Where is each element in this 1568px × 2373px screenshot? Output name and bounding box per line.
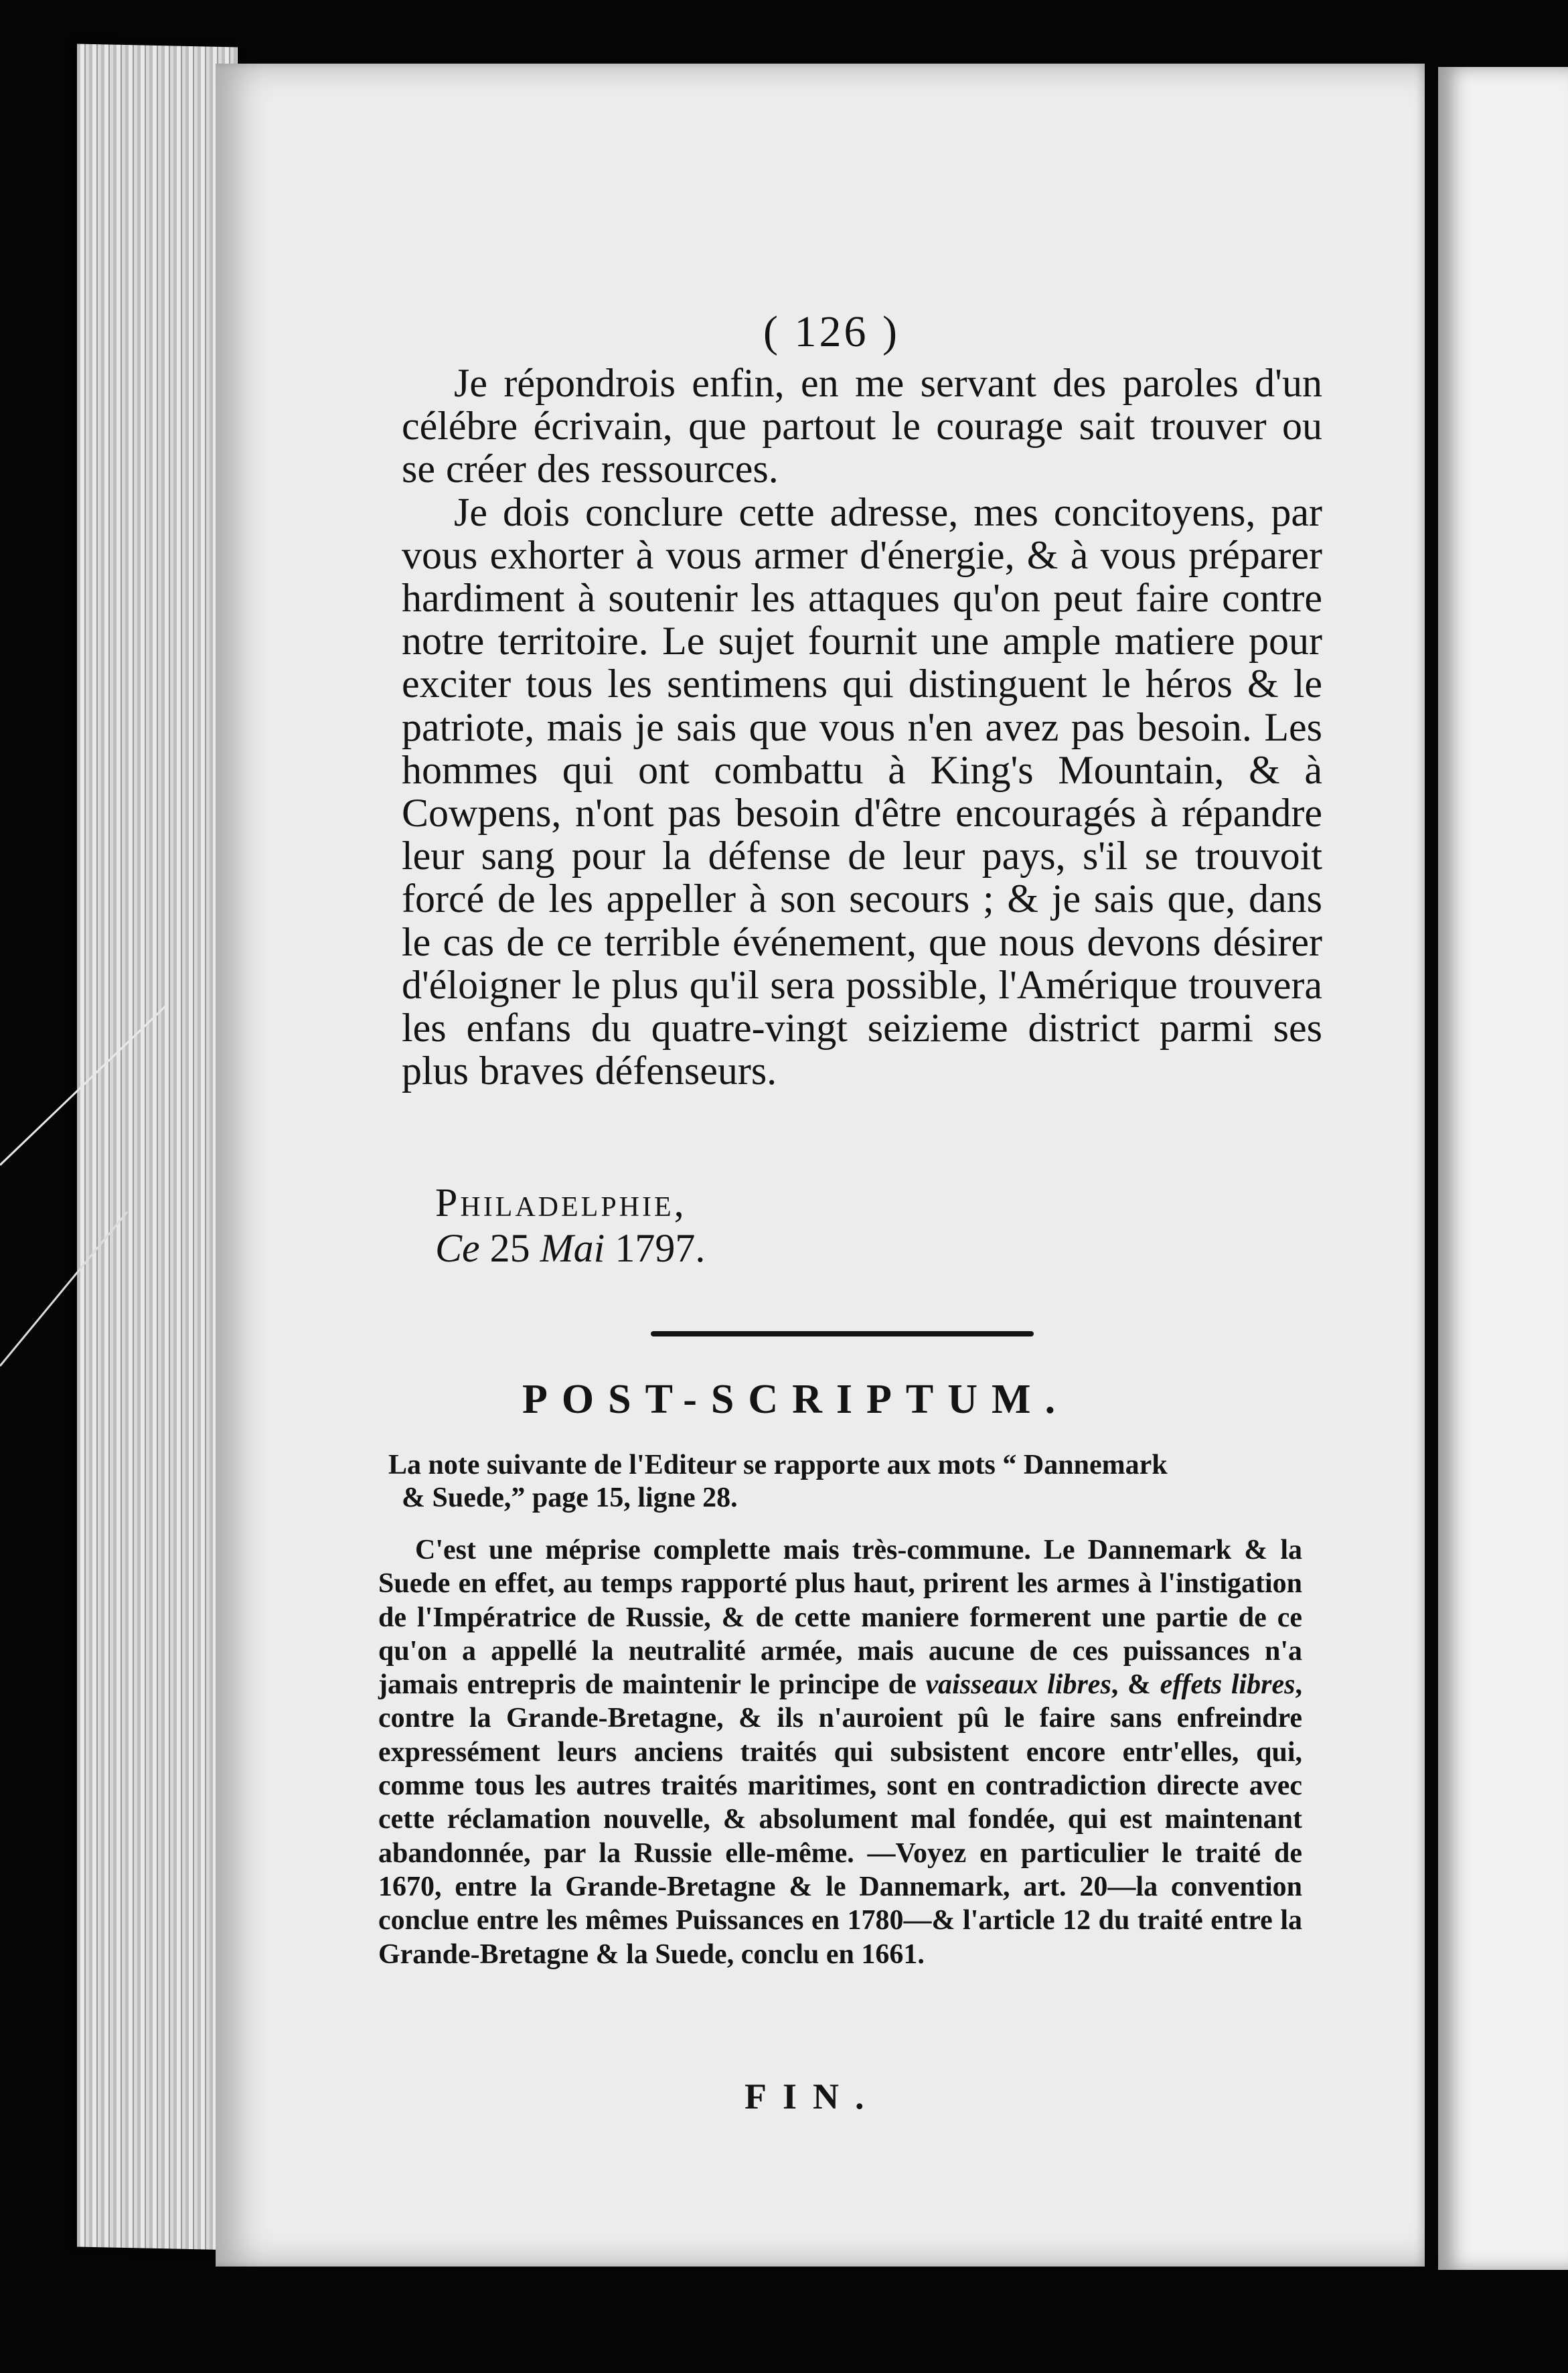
note-text: C'est une méprise complette mais très-commune. Le Dannemark & la Suede en effet, au temps rapporté plus haut, prirent les armes à l'instigation de l'Impératrice de Russie, & de cette maniere formerent une partie de ce qu'on a appellé la neutralité armée, mais aucune de ces puissances n'a jamais entrepris de maintenir le principe de xyxy=(378,1535,1302,1701)
section-divider xyxy=(651,1331,1034,1336)
intro-line: & Suede,” page 15, ligne 28. xyxy=(402,1482,738,1513)
page-number: ( 126 ) xyxy=(763,307,900,356)
postscript-note xyxy=(378,1533,1302,1971)
signature-block xyxy=(435,1180,705,1271)
next-page-edge xyxy=(1438,67,1568,2270)
note-text: , & xyxy=(1111,1669,1151,1701)
signature-date xyxy=(435,1225,705,1271)
note-text: , contre la Grande-Bretagne, & ils n'auroient pû le faire sans enfreindre expressément leurs anciens traités qui subsistent encore entr'elles, qui, comme tous les autres traités maritimes, sont en contradiction directe avec cette réclamation nouvelle, & absolument mal fondée, qui est maintenant abandonnée, par la Russie elle-même. —Voyez en particulier le traité de 1670, entre la Grande-Bretagne & le Dannemark, art. 20—la convention conclue entre les mêmes Puissances en 1780—& l'article 12 du traité entre la Grande-Bretagne & la Suede, conclu en 1661. xyxy=(378,1669,1303,1970)
date-month: Mai xyxy=(540,1226,605,1270)
date-day: 25 xyxy=(489,1226,530,1270)
date-prefix: Ce xyxy=(435,1226,480,1270)
address-text xyxy=(402,362,1322,1092)
closing-fin: FIN. xyxy=(744,2076,880,2117)
intro-line: La note suivante de l'Editeur se rapporte aux mots “ Dannemark xyxy=(388,1450,1168,1480)
date-year: 1797. xyxy=(615,1226,706,1270)
paragraph: Je dois conclure cette adresse, mes concitoyens, par vous exhorter à vous armer d'énergie, & à vous préparer hardiment à soutenir les attaques qu'on peut faire contre notre territoire. Le sujet fournit une ample matiere pour exciter tous les sentimens qui distinguent le héros & le patriote, mais je sais que vous n'en avez pas besoin. Les hommes qui ont combattu à King's Mountain, & à Cowpens, n'ont pas besoin d'être encouragés à répandre leur sang pour la défense de leur pays, s'il se trouvoit forcé de les appeller à son secours ; & je sais que, dans le cas de ce terrible événement, que nous devons désirer d'éloigner le plus qu'il sera possible, l'Amérique trouvera les enfans du quatre-vingt seizieme district parmi ses plus braves défenseurs. xyxy=(402,489,1322,1093)
postscript-title: POST-SCRIPTUM. xyxy=(522,1377,1070,1422)
film-scratch-marks xyxy=(0,991,214,1460)
note-italic: vaisseaux libres xyxy=(925,1669,1111,1701)
note-italic: effets libres xyxy=(1160,1669,1296,1701)
postscript-intro xyxy=(388,1449,1306,1515)
paragraph: Je répondrois enfin, en me servant des paroles d'un célébre écrivain, que partout le courage sait trouver ou se créer des ressources. xyxy=(402,361,1322,491)
note-paragraph xyxy=(378,1533,1302,1971)
signature-city: Philadelphie, xyxy=(435,1180,687,1225)
